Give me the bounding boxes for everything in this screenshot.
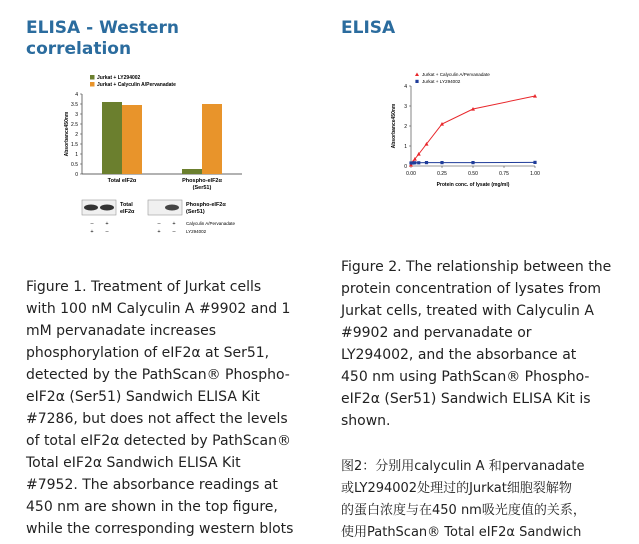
caption-line: eIF2α (Ser51) Sandwich ELISA Kit is	[341, 391, 591, 407]
x-axis-label: Protein conc. of lysate (mg/ml)	[436, 182, 510, 188]
blot-row2-label: LY294002	[186, 229, 207, 234]
western-blot	[70, 196, 250, 240]
right-title: ELISA	[341, 18, 396, 38]
caption-line: #9902 and pervanadate or	[341, 325, 532, 341]
legend-label: Jurkat + Calyculin A/Pervanadate	[422, 72, 490, 77]
series-line	[411, 96, 535, 165]
x-tick-label: Total eIF2α	[107, 178, 137, 184]
bar	[122, 105, 142, 174]
x-tick-label: 0.75	[499, 171, 509, 177]
blot-sign: –	[157, 221, 161, 227]
y-tick-label: 4	[404, 83, 407, 90]
left-caption	[26, 276, 293, 540]
y-tick-label: 2.5	[71, 121, 78, 128]
y-tick-label: 0	[404, 163, 407, 170]
left-title-line2: correlation	[26, 39, 132, 59]
bar	[182, 169, 202, 174]
caption-line: 450 nm using PathScan® Phospho-	[341, 369, 590, 385]
y-tick-label: 1	[404, 143, 407, 150]
y-axis-label: Absorbance450nm	[64, 111, 70, 157]
caption-line: detected by the PathScan® Phospho-	[26, 367, 290, 383]
blot-sign: –	[90, 221, 94, 227]
chinese-caption-line: 使用PathScan® Total eIF2α Sandwich	[341, 525, 582, 540]
caption-line: while the corresponding western blots	[26, 521, 294, 537]
left-title-line1: ELISA - Western	[26, 18, 179, 38]
left-title	[26, 18, 179, 60]
caption-line: Total eIF2α Sandwich ELISA Kit	[26, 455, 241, 471]
y-tick-label: 3	[75, 111, 78, 118]
data-point	[533, 161, 536, 164]
y-tick-label: 1.5	[71, 141, 78, 148]
blot-box1-label-2: eIF2α	[120, 209, 135, 215]
y-tick-label: 3	[404, 103, 407, 110]
caption-line: of total eIF2α detected by PathScan®	[26, 433, 291, 449]
data-point	[425, 161, 428, 164]
data-point	[471, 161, 474, 164]
blot-sign: +	[172, 221, 176, 227]
blot-band-total-2	[100, 205, 114, 211]
blot-sign: –	[172, 229, 176, 235]
y-tick-label: 3.5	[71, 101, 78, 108]
y-tick-label: 2	[75, 131, 78, 138]
caption-line: Figure 2. The relationship between the	[341, 259, 612, 275]
blot-sign: +	[90, 229, 94, 235]
line-chart	[385, 68, 550, 194]
x-tick-label: (Ser51)	[192, 185, 212, 191]
blot-row2-signs	[90, 229, 176, 235]
chinese-caption-line: 图2：分别用calyculin A 和pervanadate	[341, 459, 585, 474]
chinese-caption-line: 的蛋白浓度与在450 nm吸光度值的关系，	[341, 503, 586, 518]
y-tick-label: 0	[75, 171, 78, 178]
caption-line: Figure 1. Treatment of Jurkat cells	[26, 279, 262, 295]
caption-line: shown.	[341, 413, 391, 429]
x-tick-label: 0.50	[468, 171, 478, 177]
data-point	[417, 161, 420, 164]
y-tick-label: 0.5	[71, 161, 78, 168]
caption-line: #7952. The absorbance readings at	[26, 477, 278, 493]
blot-box2-label-2: (Ser51)	[186, 209, 205, 215]
y-tick-label: 4	[75, 91, 78, 98]
blot-row1-signs	[90, 221, 175, 227]
blot-band-total-1	[84, 205, 98, 211]
blot-sign: +	[157, 229, 161, 235]
bar-chart	[60, 72, 250, 192]
blot-box1-label-1: Total	[120, 202, 133, 208]
caption-line: Jurkat cells, treated with Calyculin A	[341, 303, 594, 319]
caption-line: mM pervanadate increases	[26, 323, 217, 339]
right-caption	[341, 256, 611, 432]
bar	[102, 102, 122, 174]
legend-marker	[415, 73, 419, 77]
y-tick-label: 1	[75, 151, 78, 158]
blot-box2-label-1: Phospho-eIF2α	[186, 202, 226, 208]
caption-line: #7286, but does not affect the levels	[26, 411, 288, 427]
right-chinese-caption	[341, 456, 586, 544]
legend-label: Jurkat + LY294002	[422, 79, 461, 84]
caption-line: eIF2α (Ser51) Sandwich ELISA Kit	[26, 389, 260, 405]
data-point	[413, 161, 416, 164]
blot-sign: +	[105, 221, 109, 227]
caption-line: protein concentration of lysates from	[341, 281, 602, 297]
caption-line: with 100 nM Calyculin A #9902 and 1	[26, 301, 291, 317]
chinese-caption-line: 或LY294002处理过的Jurkat细胞裂解物	[341, 481, 572, 496]
legend-swatch	[90, 75, 95, 80]
blot-sign: –	[105, 229, 109, 235]
x-tick-label: 0.25	[437, 171, 447, 177]
caption-line: LY294002, and the absorbance at	[341, 347, 577, 363]
legend-marker	[415, 80, 418, 83]
blot-row1-label: Calyculin A/Pervanadate	[186, 221, 236, 226]
x-tick-label: 0.00	[406, 171, 416, 177]
bar	[202, 104, 222, 174]
y-tick-label: 2	[404, 123, 407, 130]
y-axis-label: Absorbance450nm	[391, 103, 397, 149]
x-tick-label: Phospho-eIF2α	[182, 178, 222, 184]
data-point	[440, 161, 443, 164]
caption-line: 450 nm are shown in the top figure,	[26, 499, 278, 515]
legend-label: Jurkat + LY294002	[97, 75, 141, 81]
legend-swatch	[90, 82, 95, 87]
caption-line: phosphorylation of eIF2α at Ser51,	[26, 345, 270, 361]
blot-band-phospho	[165, 205, 179, 211]
legend-label: Jurkat + Calyculin A/Pervanadate	[97, 82, 176, 88]
x-tick-label: 1.00	[530, 171, 540, 177]
